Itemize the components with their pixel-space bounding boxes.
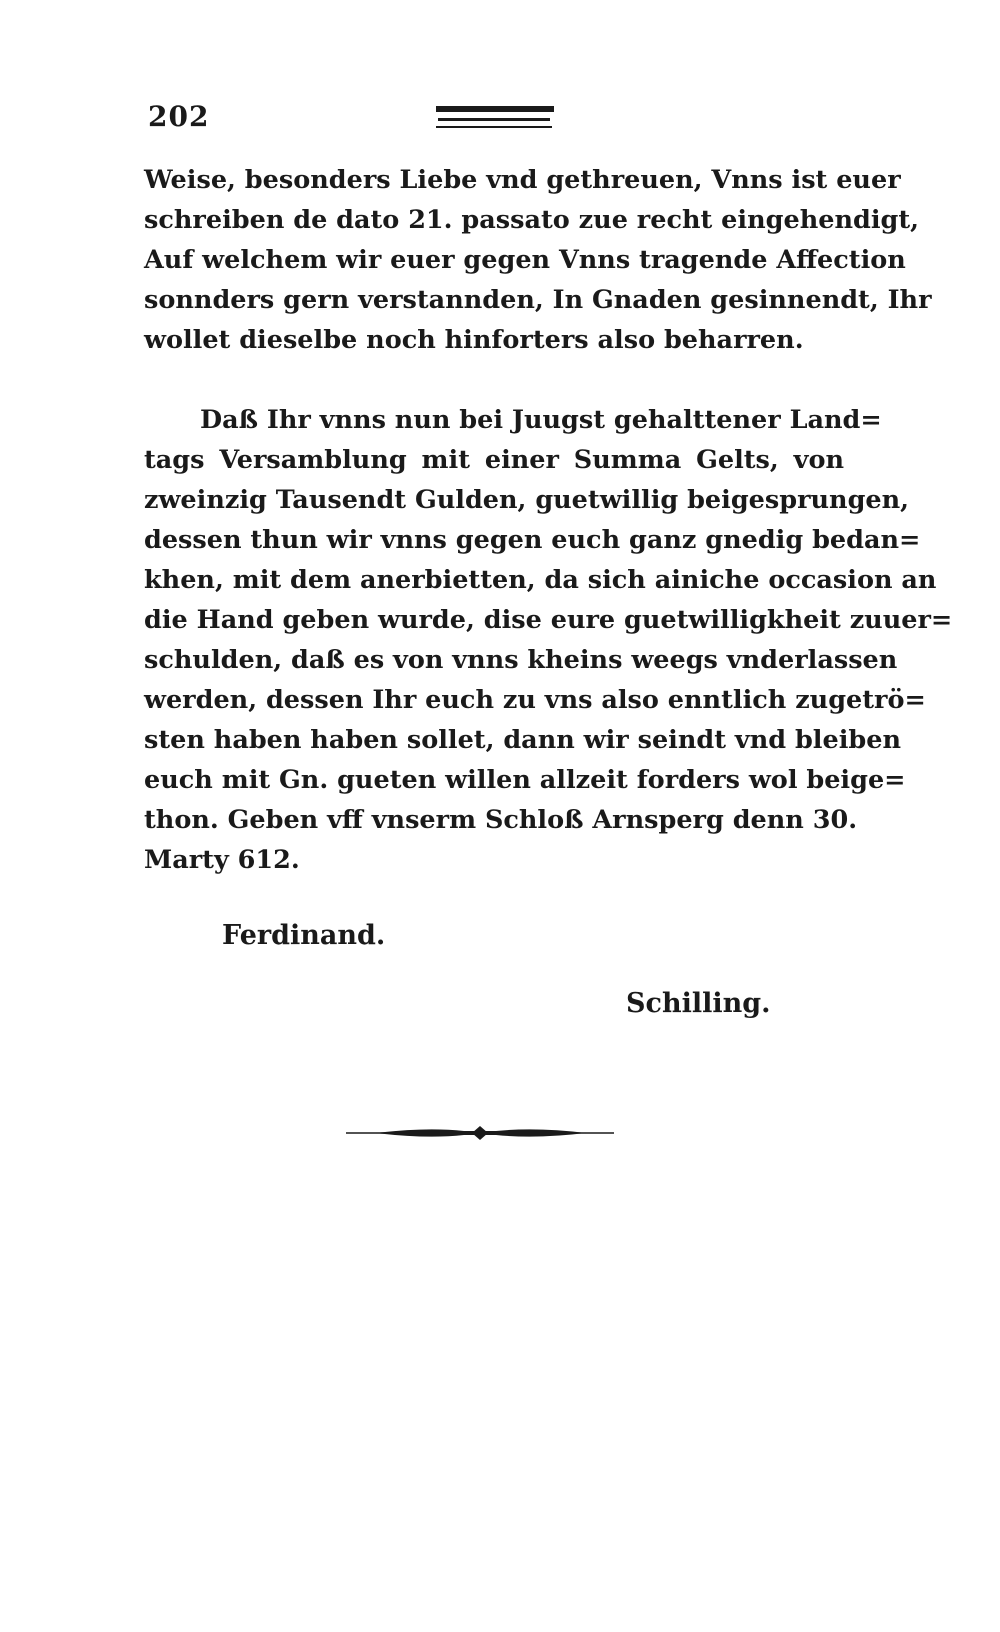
- text-line: Auf welchem wir euer gegen Vnns tragende Affection: [144, 245, 906, 275]
- text-line: sten haben haben sollet, dann wir seindt vnd bleiben: [144, 725, 901, 755]
- text-line: Weise, besonders Liebe vnd gethreuen, Vnns ist euer: [144, 165, 901, 195]
- letter-paragraph-1: [144, 160, 932, 360]
- header-ornament-rule: [436, 104, 558, 134]
- text-line: Daß Ihr vnns nun bei Juugst gehalttener Land=: [200, 405, 882, 435]
- signature-schilling: Schilling.: [626, 988, 771, 1019]
- text-line: schulden, daß es von vnns kheins weegs vnderlassen: [144, 645, 898, 675]
- letter-paragraph-2: [144, 400, 953, 880]
- text-line: thon. Geben vff vnserm Schloß Arnsperg denn 30.: [144, 805, 858, 835]
- text-line: die Hand geben wurde, dise eure guetwilligkheit zuuer=: [144, 605, 953, 635]
- text-line: dessen thun wir vnns gegen euch ganz gnedig bedan=: [144, 525, 921, 555]
- signature-ferdinand: Ferdinand.: [222, 920, 386, 951]
- text-line: wollet dieselbe noch hinforters also beharren.: [144, 325, 804, 355]
- text-line: tags Versamblung mit einer Summa Gelts, von: [144, 445, 844, 475]
- text-line: Marty 612.: [144, 845, 300, 875]
- text-line: schreiben de dato 21. passato zue recht eingehendigt,: [144, 205, 919, 235]
- text-line: khen, mit dem anerbietten, da sich ainiche occasion an: [144, 565, 937, 595]
- text-line: werden, dessen Ihr euch zu vns also enntlich zugetrö=: [144, 685, 926, 715]
- text-line: euch mit Gn. gueten willen allzeit forders wol beige=: [144, 765, 906, 795]
- text-line: sonnders gern verstannden, In Gnaden gesinnendt, Ihr: [144, 285, 932, 315]
- header-rule-bar-thin: [436, 126, 552, 128]
- bottom-ornament-rule: [346, 1124, 614, 1142]
- text-line: zweinzig Tausendt Gulden, guetwillig beigesprungen,: [144, 485, 910, 515]
- header-rule-bar-middle: [438, 118, 550, 121]
- page-number: 202: [148, 100, 210, 133]
- header-rule-bar-thick: [436, 106, 554, 112]
